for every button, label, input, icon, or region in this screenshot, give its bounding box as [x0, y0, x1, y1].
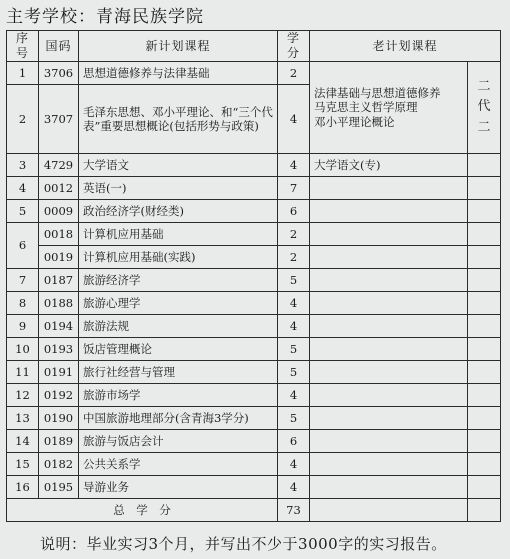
course-cell: 导游业务 [79, 476, 278, 499]
code-cell: 0012 [39, 177, 79, 200]
col-header-old-course: 老计划课程 [310, 31, 501, 62]
credit-cell: 7 [278, 177, 310, 200]
empty-cell [310, 407, 468, 430]
empty-cell [310, 476, 468, 499]
table-header-row [7, 31, 501, 62]
seq-cell: 12 [7, 384, 39, 407]
empty-cell [468, 361, 501, 384]
code-cell: 0189 [39, 430, 79, 453]
col-header-credit: 学分 [278, 31, 310, 62]
code-cell: 0195 [39, 476, 79, 499]
course-cell: 旅游心理学 [79, 292, 278, 315]
credit-cell: 5 [278, 361, 310, 384]
side-char: 二 [477, 119, 491, 135]
code-cell: 3706 [39, 62, 79, 85]
empty-cell [468, 269, 501, 292]
total-value: 73 [278, 499, 310, 522]
credit-cell: 2 [278, 62, 310, 85]
col-header-seq: 序号 [7, 31, 39, 62]
total-row [7, 499, 501, 522]
table-row [7, 269, 501, 292]
empty-cell [468, 476, 501, 499]
code-cell: 0193 [39, 338, 79, 361]
page-title: 主考学校：青海民族学院 [6, 7, 204, 27]
course-cell: 大学语文 [79, 154, 278, 177]
credit-cell: 6 [278, 430, 310, 453]
code-cell: 4729 [39, 154, 79, 177]
code-cell: 0188 [39, 292, 79, 315]
empty-cell [310, 269, 468, 292]
empty-cell [468, 430, 501, 453]
old-course-group-1 [310, 62, 468, 154]
empty-cell [468, 154, 501, 177]
empty-cell [310, 223, 468, 246]
code-cell: 0019 [39, 246, 79, 269]
code-cell: 0187 [39, 269, 79, 292]
credit-cell: 5 [278, 338, 310, 361]
table-row [7, 361, 501, 384]
credit-cell: 4 [278, 292, 310, 315]
total-label: 总 学 分 [7, 499, 278, 522]
table-row [7, 430, 501, 453]
code-cell: 0018 [39, 223, 79, 246]
empty-cell [468, 223, 501, 246]
empty-cell [468, 338, 501, 361]
table-row [7, 407, 501, 430]
credit-cell: 6 [278, 200, 310, 223]
table-row [7, 246, 501, 269]
credit-cell: 4 [278, 315, 310, 338]
course-cell: 旅游经济学 [79, 269, 278, 292]
footnote: 说明：毕业实习3个月，并写出不少于3000字的实习报告。 [40, 535, 447, 553]
course-cell: 政治经济学(财经类) [79, 200, 278, 223]
seq-cell: 16 [7, 476, 39, 499]
code-cell: 0194 [39, 315, 79, 338]
empty-cell [310, 453, 468, 476]
code-cell: 0192 [39, 384, 79, 407]
empty-cell [310, 246, 468, 269]
table-row [7, 292, 501, 315]
empty-cell [310, 200, 468, 223]
table-row [7, 200, 501, 223]
seq-cell: 14 [7, 430, 39, 453]
table-row [7, 62, 501, 85]
seq-cell: 6 [7, 223, 39, 269]
course-cell: 毛泽东思想、邓小平理论、和“三个代表”重要思想概论(包括形势与政策) [79, 85, 278, 154]
course-cell: 旅游与饭店会计 [79, 430, 278, 453]
empty-cell [310, 361, 468, 384]
table-row [7, 223, 501, 246]
code-cell: 0009 [39, 200, 79, 223]
empty-cell [468, 292, 501, 315]
old-course-side-note [468, 62, 501, 154]
table-row [7, 154, 501, 177]
seq-cell: 2 [7, 85, 39, 154]
empty-cell [310, 499, 468, 522]
credit-cell: 4 [278, 154, 310, 177]
old-course-group-2: 大学语文(专) [310, 154, 468, 177]
code-cell: 3707 [39, 85, 79, 154]
table-row [7, 384, 501, 407]
empty-cell [468, 200, 501, 223]
seq-cell: 10 [7, 338, 39, 361]
code-cell: 0190 [39, 407, 79, 430]
course-cell: 饭店管理概论 [79, 338, 278, 361]
empty-cell [468, 384, 501, 407]
seq-cell: 1 [7, 62, 39, 85]
empty-cell [468, 246, 501, 269]
seq-cell: 4 [7, 177, 39, 200]
col-header-code: 国码 [39, 31, 79, 62]
table-row [7, 177, 501, 200]
credit-cell: 5 [278, 269, 310, 292]
code-cell: 0182 [39, 453, 79, 476]
credit-cell: 4 [278, 384, 310, 407]
course-cell: 英语(一) [79, 177, 278, 200]
empty-cell [468, 453, 501, 476]
seq-cell: 5 [7, 200, 39, 223]
course-cell: 计算机应用基础(实践) [79, 246, 278, 269]
credit-cell: 2 [278, 223, 310, 246]
seq-cell: 3 [7, 154, 39, 177]
empty-cell [310, 315, 468, 338]
course-cell: 旅游市场学 [79, 384, 278, 407]
empty-cell [310, 177, 468, 200]
old-course-item: 法律基础与思想道德修养 [314, 85, 441, 100]
empty-cell [310, 430, 468, 453]
credit-cell: 4 [278, 476, 310, 499]
empty-cell [468, 499, 501, 522]
table-row [7, 338, 501, 361]
side-char: 代 [477, 99, 491, 115]
empty-cell [310, 292, 468, 315]
course-cell: 旅游法规 [79, 315, 278, 338]
table-row [7, 315, 501, 338]
empty-cell [468, 177, 501, 200]
seq-cell: 15 [7, 453, 39, 476]
table-row [7, 453, 501, 476]
course-cell: 旅行社经营与管理 [79, 361, 278, 384]
course-cell: 公共关系学 [79, 453, 278, 476]
seq-cell: 7 [7, 269, 39, 292]
course-cell: 计算机应用基础 [79, 223, 278, 246]
empty-cell [468, 407, 501, 430]
empty-cell [310, 384, 468, 407]
old-course-item: 马克思主义哲学原理 [314, 100, 418, 115]
seq-cell: 13 [7, 407, 39, 430]
credit-cell: 2 [278, 246, 310, 269]
table-row [7, 476, 501, 499]
empty-cell [310, 338, 468, 361]
credit-cell: 5 [278, 407, 310, 430]
course-table [6, 30, 501, 522]
side-char: 二 [477, 79, 491, 95]
seq-cell: 9 [7, 315, 39, 338]
code-cell: 0191 [39, 361, 79, 384]
credit-cell: 4 [278, 85, 310, 154]
col-header-new-course: 新计划课程 [79, 31, 278, 62]
course-cell: 思想道德修养与法律基础 [79, 62, 278, 85]
credit-cell: 4 [278, 453, 310, 476]
seq-cell: 8 [7, 292, 39, 315]
empty-cell [468, 315, 501, 338]
old-course-item: 邓小平理论概论 [314, 114, 395, 129]
course-cell: 中国旅游地理部分(含青海3学分) [79, 407, 278, 430]
seq-cell: 11 [7, 361, 39, 384]
